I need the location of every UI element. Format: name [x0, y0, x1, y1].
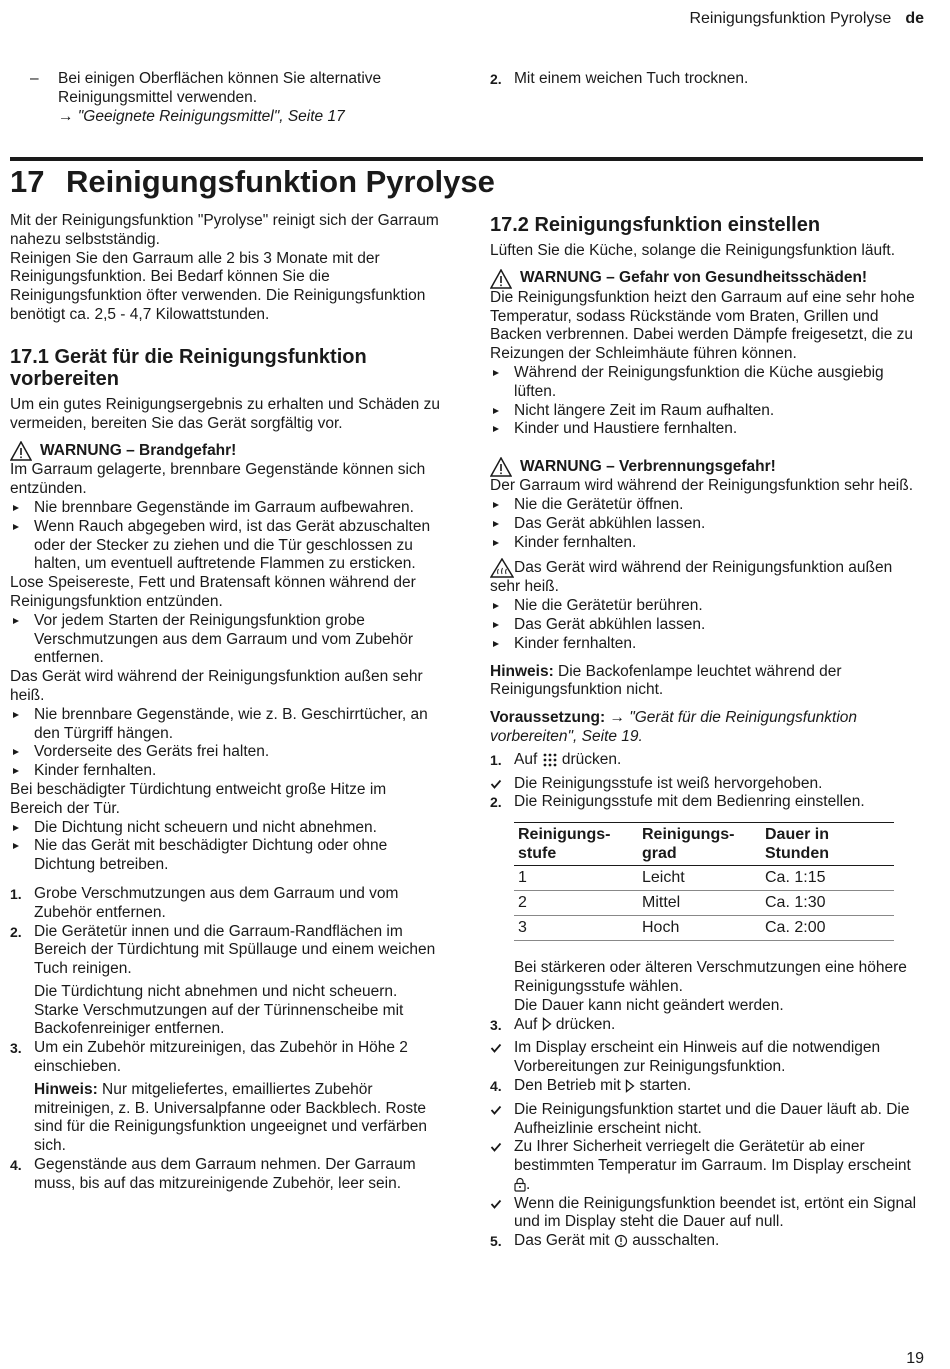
intro-text: Mit der Reinigungsfunktion "Pyrolyse" reinigt sich der Garraum nahezu selbstständig. — [10, 212, 439, 248]
result-item: Die Reinigungsfunktion startet und die Dauer läuft ab. Die Aufheizlinie erscheint nicht. — [490, 1101, 925, 1139]
section-17-1-intro: Um ein gutes Reinigungsergebnis zu erhalten und Schäden zu vermeiden, bereiten Sie das Gerät sorgfältig vor. — [10, 395, 440, 432]
table-header: Reinigungs- grad — [638, 823, 761, 866]
list-item: Vorderseite des Geräts frei halten. — [10, 743, 443, 762]
table-row: 3 Hoch Ca. 2:00 — [514, 916, 894, 941]
play-outline-icon — [542, 1017, 552, 1031]
step-item: 4. Den Betrieb mit starten. — [490, 1076, 692, 1094]
step-item: 2. Die Reinigungsstufe mit dem Bedienring einstellen. — [490, 793, 865, 811]
table-header: Reinigungs- stufe — [514, 823, 638, 866]
step-hint: Hinweis: Nur mitgeliefertes, emailliertes Zubehör mitreinigen, z. B. Universalpfanne oder Backblech. Roste sind für die Reinigungsfunktion ungeeignet und verfärben sich. — [34, 1080, 427, 1155]
list-item: Das Gerät abkühlen lassen. — [490, 616, 925, 635]
warning-text: Die Reinigungsfunktion heizt den Garraum auf eine sehr hohe Temperatur, sodass Rückstände vom Braten, Grillen und Backen verbrennen. Dabei werden Dämpfe freigesetzt, die zu Reizungen der Schleimhäute führen können. — [490, 288, 915, 363]
cleaning-level-table — [514, 822, 894, 941]
warning-list — [490, 597, 925, 653]
warning-heading: WARNUNG – Verbrennungsgefahr! — [490, 457, 925, 477]
result-item: Die Reinigungsstufe ist weiß hervorgehoben. — [490, 775, 925, 794]
check-icon — [490, 1042, 502, 1054]
header-lang: de — [905, 10, 924, 27]
table-row: 2 Mittel Ca. 1:30 — [514, 891, 894, 916]
list-item: Das Gerät abkühlen lassen. — [490, 515, 925, 534]
step-item: 1. Grobe Verschmutzungen aus dem Garraum und vom Zubehör entfernen. — [10, 884, 399, 921]
power-icon — [614, 1234, 628, 1248]
warning-text: Das Gerät wird während der Reinigungsfunktion außen sehr heiß. — [10, 668, 423, 704]
list-item: Nie das Gerät mit beschädigter Dichtung oder ohne Dichtung betreiben. — [10, 837, 443, 875]
play-outline-icon — [625, 1079, 635, 1093]
warning-list — [10, 819, 443, 875]
left-column — [10, 212, 443, 1194]
hot-surface-icon — [490, 558, 514, 578]
list-item: Nie die Gerätetür berühren. — [490, 597, 925, 616]
running-header — [689, 10, 924, 29]
table-row: 1 Leicht Ca. 1:15 — [514, 866, 894, 891]
warning-text: Bei beschädigter Türdichtung entweicht große Hitze im Bereich der Tür. — [10, 780, 387, 817]
list-item: Kinder und Haustiere fernhalten. — [490, 420, 925, 439]
chapter-rule — [10, 157, 923, 161]
xref-link[interactable]: → "Geeignete Reinigungsmittel", Seite 17 — [58, 107, 345, 125]
table-note: Bei stärkeren oder älteren Verschmutzungen eine höhere Reinigungsstufe wählen. Die Dauer kann nicht geändert werden. — [514, 959, 907, 1014]
warning-list — [10, 612, 443, 668]
dash-item: – Bei einigen Oberflächen können Sie alternative Reinigungsmittel verwenden. → "Geeignete Reinigungsmittel", Seite 17 — [30, 70, 382, 125]
warning-list — [490, 496, 925, 552]
header-title: Reinigungsfunktion Pyrolyse — [689, 10, 892, 27]
result-item: Im Display erscheint ein Hinweis auf die notwendigen Vorbereitungen zur Reinigungsfunktion. — [490, 1039, 925, 1077]
warning-text: Lose Speisereste, Fett und Bratensaft können während der Reinigungsfunktion entzünden. — [10, 574, 416, 610]
section-17-1-title: 17.1 Gerät für die Reinigungsfunktion vorbereiten — [10, 345, 367, 390]
section-17-2-intro: Lüften Sie die Küche, solange die Reinigungsfunktion läuft. — [490, 242, 896, 259]
step-item: 3. Auf drücken. — [490, 1015, 616, 1033]
list-item: Kinder fernhalten. — [490, 534, 925, 553]
list-item: Vor jedem Starten der Reinigungsfunktion grobe Verschmutzungen aus dem Garraum und vom Zubehör entfernen. — [10, 612, 443, 668]
warning-list — [10, 706, 443, 781]
list-item: Nie brennbare Gegenstände im Garraum aufbewahren. — [10, 499, 443, 518]
step-item: 4. Gegenstände aus dem Garraum nehmen. Der Garraum muss, bis auf das mitzureinigende Zubehör, leer sein. — [10, 1156, 416, 1192]
check-icon — [490, 1198, 502, 1210]
list-item: Wenn Rauch abgegeben wird, ist das Gerät abzuschalten oder der Stecker zu ziehen und die Tür geschlossen zu halten, um eventuell auftretende Flammen zu ersticken. — [10, 518, 443, 574]
step-item: 2. Die Gerätetür innen und die Garraum-Randflächen im Bereich der Türdichtung mit Spüllauge und einem weichen Tuch reinigen. — [10, 922, 436, 978]
step-item: 5. Das Gerät mit ausschalten. — [490, 1232, 720, 1250]
list-item: Nie brennbare Gegenstände, wie z. B. Geschirrtücher, an den Türgriff hängen. — [10, 706, 443, 744]
check-icon — [490, 1104, 502, 1116]
top-right-block — [490, 70, 925, 89]
xref-link[interactable]: → "Gerät für die Reinigungsfunktion vorbereiten", Seite 19. — [490, 709, 858, 745]
step-item: 2. Mit einem weichen Tuch trocknen. — [490, 70, 749, 87]
prerequisite: Voraussetzung: → "Gerät für die Reinigungsfunktion vorbereiten", Seite 19. — [490, 709, 858, 745]
warning-triangle-icon — [490, 457, 512, 477]
step-item: 3. Um ein Zubehör mitzureinigen, das Zubehör in Höhe 2 einschieben. — [10, 1039, 408, 1076]
menu-dots-icon — [542, 752, 558, 768]
right-column — [490, 214, 925, 1251]
hint-text: Hinweis: Die Backofenlampe leuchtet während der Reinigungsfunktion nicht. — [490, 662, 842, 699]
lock-icon — [514, 1177, 526, 1192]
step-item: 1. Auf drücken. — [490, 750, 622, 768]
chapter-title: 17 Reinigungsfunktion Pyrolyse — [10, 164, 495, 199]
table-header: Dauer in Stunden — [761, 823, 894, 866]
list-item: Kinder fernhalten. — [490, 635, 925, 654]
warning-heading: WARNUNG – Gefahr von Gesundheitsschäden! — [490, 269, 925, 289]
list-item: Kinder fernhalten. — [10, 762, 443, 781]
top-left-block — [10, 70, 443, 126]
intro-text-2: Reinigen Sie den Garraum alle 2 bis 3 Monate mit der Reinigungsfunktion. Bei Bedarf können Sie die Reinigungsfunktion öfter verwenden. Die Reinigungsfunktion benötigt ca. 2,5 - 4,7 Kilowattstunden. — [10, 249, 426, 323]
list-item: Während der Reinigungsfunktion die Küche ausgiebig lüften. — [490, 364, 925, 402]
section-17-2-title: 17.2 Reinigungsfunktion einstellen — [490, 214, 821, 236]
warning-triangle-icon — [10, 441, 32, 461]
result-item: Zu Ihrer Sicherheit verriegelt die Gerätetür ab einer bestimmten Temperatur im Garraum. Im Display erscheint . — [490, 1138, 925, 1194]
list-item: Nicht längere Zeit im Raum aufhalten. — [490, 402, 925, 421]
warning-heading: WARNUNG – Brandgefahr! — [10, 441, 443, 461]
warning-text: Im Garraum gelagerte, brennbare Gegenstände können sich entzünden. — [10, 461, 426, 498]
list-item: Die Dichtung nicht scheuern und nicht abnehmen. — [10, 819, 443, 838]
warning-list — [490, 364, 925, 439]
step-note: Die Türdichtung nicht abnehmen und nicht scheuern. Starke Verschmutzungen auf der Türinnenscheibe mit Backofenreiniger entfernen. — [34, 982, 404, 1038]
warning-text: Der Garraum wird während der Reinigungsfunktion sehr heiß. — [490, 477, 914, 495]
hot-surface-text: Das Gerät wird während der Reinigungsfunktion außen sehr heiß. — [490, 559, 893, 596]
check-icon — [490, 1141, 502, 1153]
page-number: 19 — [906, 1350, 924, 1367]
list-item: Nie die Gerätetür öffnen. — [490, 496, 925, 515]
warning-list — [10, 499, 443, 574]
check-icon — [490, 778, 502, 790]
result-item: Wenn die Reinigungsfunktion beendet ist, ertönt ein Signal und im Display steht die Dauer auf null. — [490, 1195, 925, 1233]
warning-triangle-icon — [490, 269, 512, 289]
